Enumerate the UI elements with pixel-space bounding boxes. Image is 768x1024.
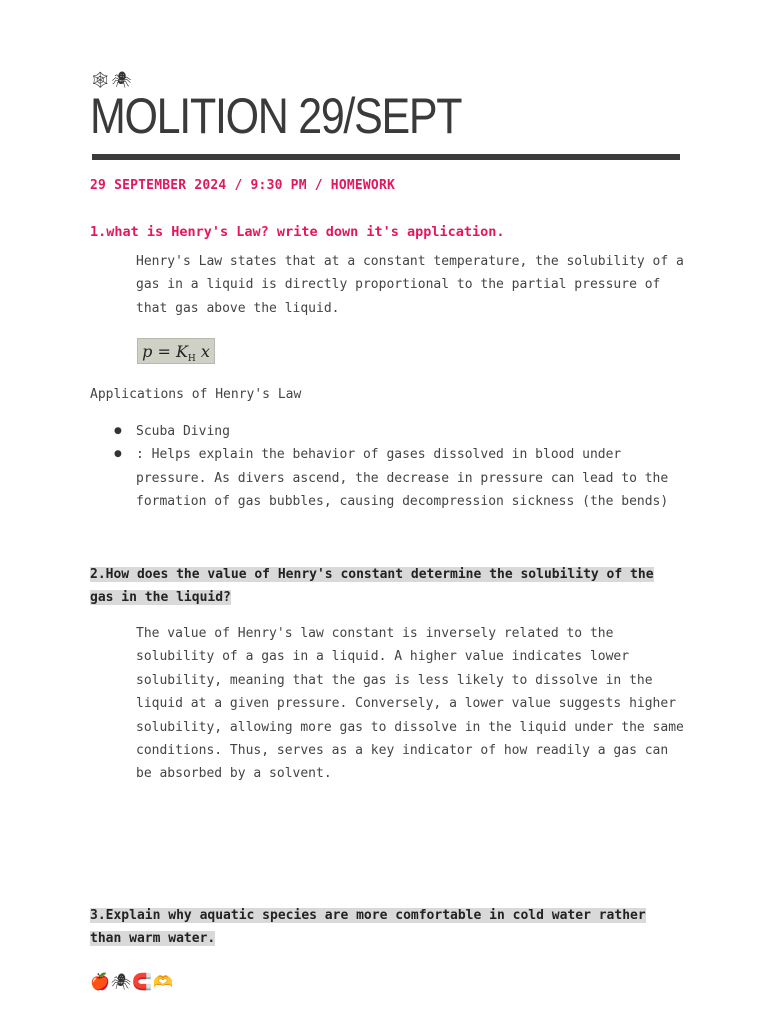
page-title bbox=[90, 84, 606, 148]
henrys-law-formula-image: $p = K_H$ x bbox=[137, 338, 215, 364]
question-3 bbox=[90, 904, 680, 951]
footer-emoji: 🍎🕷🧲🫶 bbox=[90, 972, 175, 991]
list-item: ● : Helps explain the behavior of gases dissolved in blood under pressure. As divers ascend, the decrease in pressure can lead to the formation of gas bubbles, causing decompression sickness (the bends) bbox=[114, 443, 694, 513]
list-item: ● Scuba Diving bbox=[114, 420, 694, 443]
question-2 bbox=[90, 563, 680, 610]
post-meta: 29 SEPTEMBER 2024 / 9:30 PM / HOMEWORK bbox=[90, 178, 396, 193]
answer-2: The value of Henry's law constant is inversely related to the solubility of a gas in a liquid. A higher value indicates lower solubility, meaning that the gas is less likely to dissolve in the liquid at a given pressure. Conversely, a lower value suggests higher solubility, allowing more gas to dissolve in the liquid under the same conditions. Thus, serves as a key indicator of how readily a gas can be absorbed by a solvent. bbox=[136, 626, 684, 782]
title-date: 29/SEPT bbox=[287, 88, 462, 144]
question-1: 1.what is Henry's Law? write down it's application. bbox=[90, 224, 505, 240]
header-emoji: 🕸🕷 bbox=[90, 70, 133, 89]
question-3-text: 3.Explain why aquatic species are more comfortable in cold water rather than warm water. bbox=[90, 908, 646, 947]
applications-heading: Applications of Henry's Law bbox=[90, 387, 302, 402]
title-main: MOLITION bbox=[90, 88, 288, 144]
applications-list bbox=[114, 420, 694, 514]
answer-1: Henry's Law states that at a constant temperature, the solubility of a gas in a liquid is directly proportional to the partial pressure of that gas above the liquid. bbox=[136, 254, 684, 316]
title-divider bbox=[92, 154, 680, 160]
question-2-text: 2.How does the value of Henry's constant determine the solubility of the gas in the liquid? bbox=[90, 567, 654, 606]
